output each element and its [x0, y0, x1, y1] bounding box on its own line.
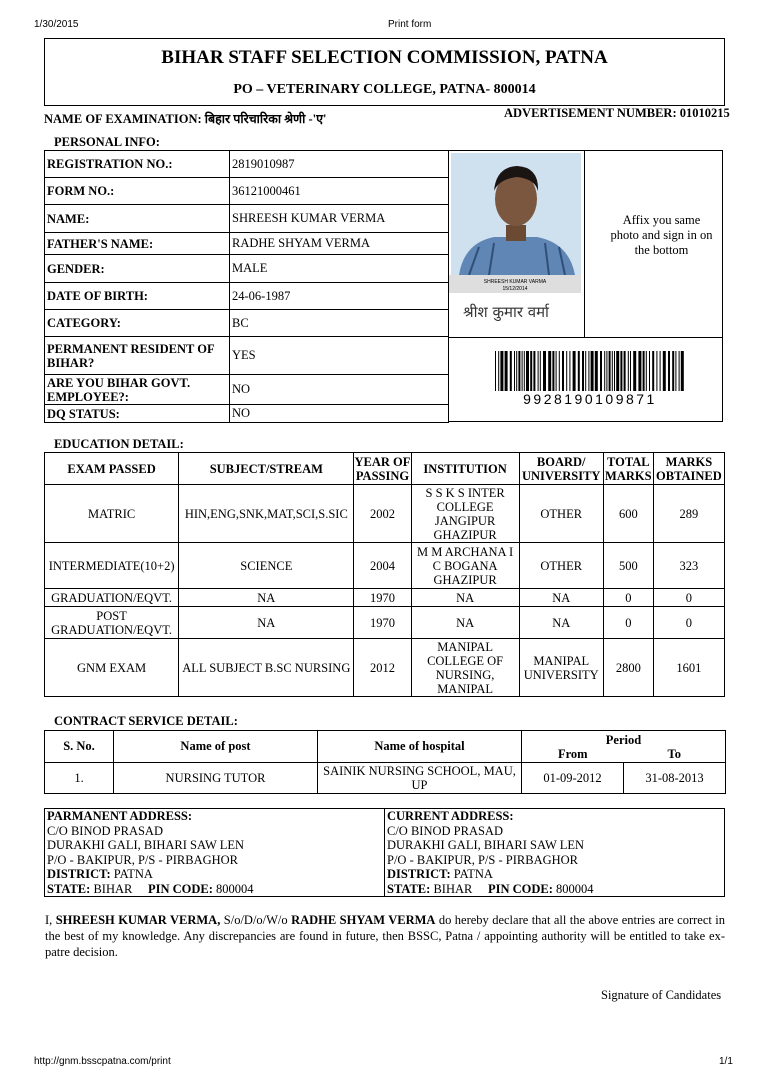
education-cell: SCIENCE [179, 543, 354, 589]
barcode-bar [600, 351, 602, 391]
personal-label: FATHER'S NAME: [45, 233, 230, 255]
col-hospital: Name of hospital [318, 731, 522, 763]
education-detail-title: EDUCATION DETAIL: [54, 437, 184, 451]
education-cell: GRADUATION/EQVT. [45, 589, 179, 607]
education-cell: OTHER [519, 485, 603, 543]
education-cell: 1601 [653, 639, 724, 697]
barcode-bar [500, 351, 503, 391]
barcode-bar [624, 351, 626, 391]
barcode-bar [620, 351, 622, 391]
address-table [44, 808, 725, 897]
adv-label: ADVERTISEMENT NUMBER: [504, 106, 677, 120]
candidate-signature: श्रीश कुमार वर्मा [463, 303, 549, 321]
education-row [45, 589, 725, 607]
print-page-number: 1/1 [719, 1056, 733, 1067]
personal-row [45, 310, 449, 337]
barcode-bar [518, 351, 520, 391]
personal-label: REGISTRATION NO.: [45, 151, 230, 178]
barcode-bar [679, 351, 680, 391]
education-header: MARKS OBTAINED [653, 453, 724, 485]
barcode-bar [614, 351, 615, 391]
education-header: INSTITUTION [411, 453, 519, 485]
barcode-bar [616, 351, 619, 391]
declaration-part: I, [45, 913, 56, 927]
personal-row [45, 405, 449, 423]
contract-to: 31-08-2013 [624, 763, 726, 794]
barcode-bar [652, 351, 654, 391]
education-row [45, 639, 725, 697]
education-cell: 0 [653, 607, 724, 639]
personal-value: SHREESH KUMAR VERMA [230, 205, 449, 233]
print-date: 1/30/2015 [34, 19, 79, 30]
candidate-photo [449, 151, 581, 337]
barcode-bar [495, 351, 496, 391]
personal-label: ARE YOU BIHAR GOVT. EMPLOYEE?: [45, 375, 230, 405]
barcode-bar [588, 351, 589, 391]
personal-value: NO [230, 375, 449, 405]
pin-value: 800004 [556, 881, 594, 896]
personal-row [45, 178, 449, 205]
barcode-bar [552, 351, 554, 391]
contract-row [45, 763, 726, 794]
current-address-line3: P/O - BAKIPUR, P/S - PIRBAGHOR [387, 852, 579, 867]
personal-value: BC [230, 310, 449, 337]
barcode-bar [559, 351, 560, 391]
barcode-bar [530, 351, 532, 391]
barcode-bar [556, 351, 557, 391]
personal-label: DATE OF BIRTH: [45, 283, 230, 310]
personal-value: 24-06-1987 [230, 283, 449, 310]
current-district [387, 867, 722, 882]
education-cell: NA [411, 607, 519, 639]
barcode-bar [540, 351, 541, 391]
education-header: SUBJECT/STREAM [179, 453, 354, 485]
permanent-district [47, 867, 382, 882]
education-cell: S S K S INTER COLLEGE JANGIPUR GHAZIPUR [411, 485, 519, 543]
personal-row [45, 283, 449, 310]
education-cell: 2004 [354, 543, 411, 589]
col-period [522, 731, 726, 763]
education-row [45, 485, 725, 543]
barcode-bar [646, 351, 647, 391]
personal-info-table [44, 150, 449, 423]
education-header: EXAM PASSED [45, 453, 179, 485]
education-cell: ALL SUBJECT B.SC NURSING [179, 639, 354, 697]
personal-label: CATEGORY: [45, 310, 230, 337]
photo-caption-date: 15/12/2014 [502, 286, 528, 292]
barcode-bar [606, 351, 607, 391]
personal-row [45, 337, 449, 375]
current-address-line1: C/O BINOD PRASAD [387, 823, 503, 838]
barcode-bar [595, 351, 598, 391]
barcode-divider [449, 337, 722, 338]
title-box [44, 38, 725, 106]
education-cell: 289 [653, 485, 724, 543]
contract-post: NURSING TUTOR [114, 763, 318, 794]
education-cell: MANIPAL COLLEGE OF NURSING, MANIPAL [411, 639, 519, 697]
photo-caption-name: SHREESH KUMAR VARMA [483, 279, 547, 285]
exam-label: NAME OF EXAMINATION: [44, 112, 202, 126]
personal-value: NO [230, 405, 449, 423]
barcode-bar [526, 351, 529, 391]
education-header: TOTAL MARKS [605, 454, 652, 483]
barcode-bar [543, 351, 546, 391]
pin-label: PIN CODE: [487, 881, 553, 896]
education-cell: 1970 [354, 607, 411, 639]
barcode-bar [638, 351, 641, 391]
education-cell: NA [519, 607, 603, 639]
education-cell: OTHER [519, 543, 603, 589]
print-title: Print form [388, 19, 432, 30]
barcode-bar [514, 351, 515, 391]
education-cell: MATRIC [45, 485, 179, 543]
barcode-bar [656, 351, 657, 391]
education-cell: 2800 [603, 639, 653, 697]
education-cell: POST GRADUATION/EQVT. [45, 607, 179, 639]
contract-detail-title: CONTRACT SERVICE DETAIL: [54, 714, 238, 728]
personal-label: NAME: [45, 205, 230, 233]
state-label: STATE: [387, 881, 431, 896]
barcode-bar [562, 351, 564, 391]
personal-value: RADHE SHYAM VERMA [230, 233, 449, 255]
period-subheaders [522, 747, 725, 761]
permanent-address-title: PARMANENT ADDRESS: [47, 809, 193, 823]
personal-label: FORM NO.: [45, 178, 230, 205]
education-cell: NA [519, 589, 603, 607]
permanent-address-line2: DURAKHI GALI, BIHARI SAW LEN [47, 838, 245, 852]
contract-table [44, 730, 726, 794]
org-address: PO – VETERINARY COLLEGE, PATNA- 800014 [233, 82, 536, 97]
education-cell: 323 [653, 543, 724, 589]
barcode-bar [516, 351, 517, 391]
education-cell: M M ARCHANA I C BOGANA GHAZIPUR [411, 543, 519, 589]
exam-name [44, 110, 326, 127]
barcode [495, 351, 685, 391]
barcode-bar [578, 351, 580, 391]
education-cell: NA [179, 589, 354, 607]
personal-label: DQ STATUS: [45, 405, 230, 423]
personal-label: PERMANENT RESIDENT OF BIHAR? [45, 337, 230, 375]
education-header: YEAR OF PASSING [354, 454, 411, 483]
declaration-part: do hereby declare that all the above entries are correct in the best of my knowledge. Any discrepancies are found in future, then BSSC, Patna / appointing authority will be entitled to take ex-patre decision. [45, 913, 725, 959]
education-cell: HIN,ENG,SNK,MAT,SCI,S.SIC [179, 485, 354, 543]
print-url: http://gnm.bsscpatna.com/print [34, 1056, 171, 1067]
exam-value: बिहार परिचारिका श्रेणी -'ए' [204, 112, 327, 126]
col-from: From [557, 746, 588, 761]
personal-row [45, 205, 449, 233]
contract-from: 01-09-2012 [522, 763, 624, 794]
period-label: Period [605, 732, 642, 747]
education-cell: 0 [603, 607, 653, 639]
barcode-bar [609, 351, 611, 391]
district-label: DISTRICT: [47, 867, 111, 881]
photo-cell [449, 151, 585, 337]
barcode-bar [524, 351, 525, 391]
permanent-address-line1: C/O BINOD PRASAD [47, 823, 163, 838]
personal-row [45, 255, 449, 283]
current-address-line2: DURAKHI GALI, BIHARI SAW LEN [387, 838, 585, 852]
permanent-address-line3: P/O - BAKIPUR, P/S - PIRBAGHOR [47, 852, 239, 867]
personal-value: 2819010987 [230, 151, 449, 178]
education-cell: 2012 [354, 639, 411, 697]
barcode-bar [628, 351, 629, 391]
personal-row [45, 375, 449, 405]
education-cell: MANIPAL UNIVERSITY [519, 639, 603, 697]
declaration-part: S/o/D/o/W/o [220, 913, 292, 927]
org-title: BIHAR STAFF SELECTION COMMISSION, PATNA [161, 47, 608, 68]
barcode-bar [630, 351, 631, 391]
barcode-bar [672, 351, 674, 391]
declaration-father: RADHE SHYAM VERMA [291, 913, 436, 927]
permanent-address [45, 809, 385, 897]
barcode-bar [522, 351, 523, 391]
state-label: STATE: [47, 881, 91, 896]
district-value: PATNA [113, 867, 153, 881]
education-row [45, 607, 725, 639]
barcode-bar [569, 351, 570, 391]
barcode-bar [660, 351, 661, 391]
education-cell: INTERMEDIATE(10+2) [45, 543, 179, 589]
personal-value: YES [230, 337, 449, 375]
barcode-bar [681, 351, 684, 391]
personal-row [45, 233, 449, 255]
col-to: To [667, 746, 681, 761]
barcode-bar [498, 351, 499, 391]
contract-sno: 1. [45, 763, 114, 794]
barcode-bar [573, 351, 576, 391]
barcode-bar [538, 351, 539, 391]
col-sno: S. No. [45, 731, 114, 763]
state-value: BIHAR [93, 881, 133, 896]
personal-label: GENDER: [45, 255, 230, 283]
contract-hospital: SAINIK NURSING SCHOOL, MAU, UP [318, 763, 522, 794]
state-value: BIHAR [433, 881, 473, 896]
education-cell: GNM EXAM [45, 639, 179, 697]
declaration-name: SHREESH KUMAR VERMA, [55, 913, 221, 927]
education-header: BOARD/ UNIVERSITY [519, 453, 603, 485]
education-cell: 2002 [354, 485, 411, 543]
barcode-number: 9928190109871 [523, 391, 657, 407]
barcode-bar [633, 351, 636, 391]
pin-value: 800004 [216, 881, 254, 896]
district-value: PATNA [453, 867, 493, 881]
adv-value: 01010215 [679, 106, 730, 120]
barcode-bar [566, 351, 567, 391]
advertisement-number [504, 106, 730, 121]
barcode-bar [591, 351, 594, 391]
affix-photo-note: Affix you same photo and sign in on the bottom [610, 213, 713, 257]
photo-block [448, 150, 723, 422]
signature-label: Signature of Candidates [601, 988, 722, 1002]
barcode-bar [582, 351, 584, 391]
education-cell: 1970 [354, 589, 411, 607]
barcode-bar [643, 351, 645, 391]
permanent-state-pin [47, 882, 382, 897]
personal-value: 36121000461 [230, 178, 449, 205]
col-post: Name of post [114, 731, 318, 763]
barcode-bar [505, 351, 508, 391]
current-address-title: CURRENT ADDRESS: [387, 809, 514, 823]
barcode-bar [533, 351, 535, 391]
education-cell: 0 [603, 589, 653, 607]
education-cell: 600 [603, 485, 653, 543]
barcode-bar [668, 351, 670, 391]
barcode-bar [604, 351, 605, 391]
barcode-bar [675, 351, 676, 391]
pin-label: PIN CODE: [147, 881, 213, 896]
barcode-bar [612, 351, 613, 391]
barcode-bar [548, 351, 551, 391]
district-label: DISTRICT: [387, 867, 451, 881]
declaration [45, 912, 725, 960]
barcode-bar [649, 351, 650, 391]
education-row [45, 543, 725, 589]
barcode-bar [663, 351, 666, 391]
barcode-bar [585, 351, 586, 391]
education-cell: NA [179, 607, 354, 639]
barcode-bar [510, 351, 512, 391]
education-table [44, 452, 725, 697]
education-cell: 0 [653, 589, 724, 607]
personal-info-title: PERSONAL INFO: [54, 135, 160, 149]
personal-value: MALE [230, 255, 449, 283]
current-address [385, 809, 725, 897]
education-cell: NA [411, 589, 519, 607]
education-cell: 500 [603, 543, 653, 589]
personal-row [45, 151, 449, 178]
current-state-pin [387, 882, 722, 897]
